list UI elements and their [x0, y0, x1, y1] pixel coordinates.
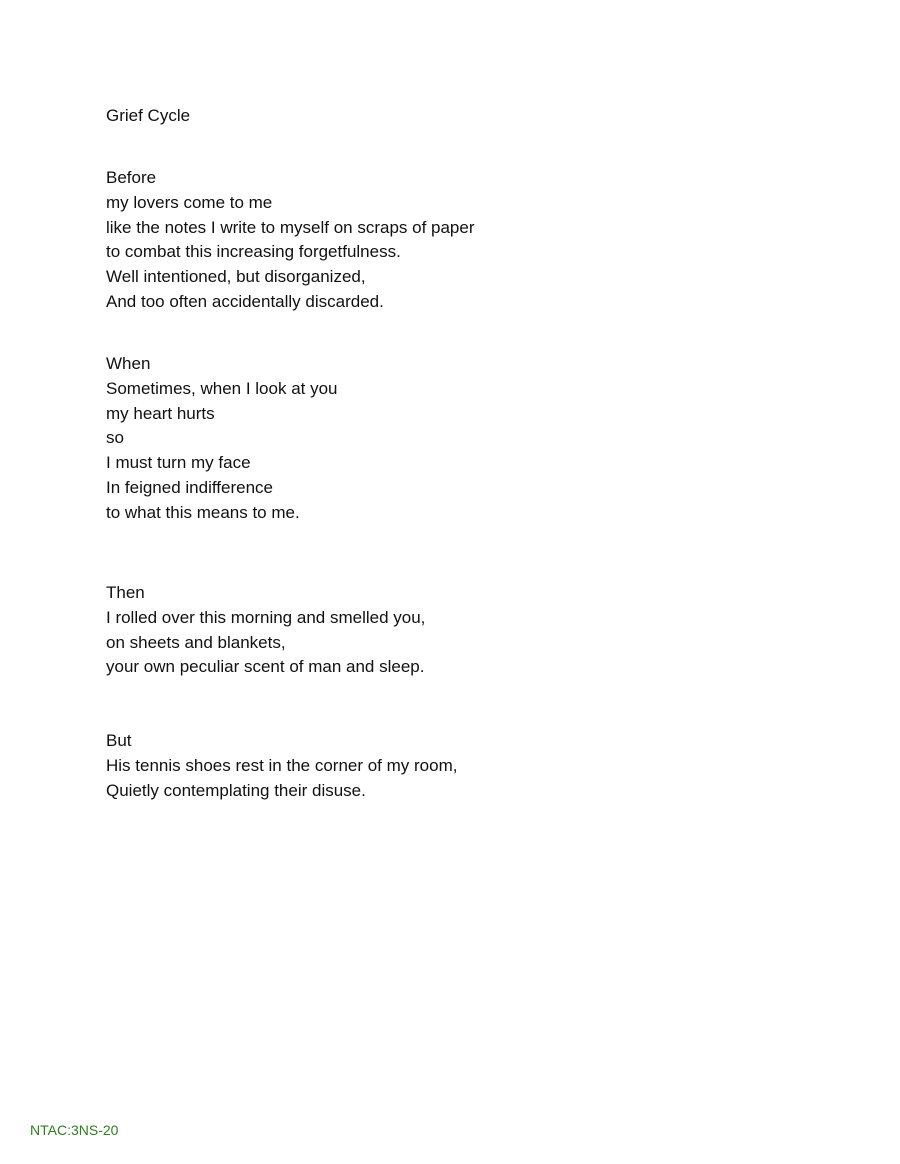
poem-line: to what this means to me.: [106, 502, 300, 522]
stanza-when: [106, 352, 338, 526]
poem-line: on sheets and blankets,: [106, 632, 286, 652]
stanza-before: [106, 166, 475, 315]
poem-line: His tennis shoes rest in the corner of my room,: [106, 755, 458, 775]
poem-line: Quietly contemplating their disuse.: [106, 780, 366, 800]
poem-line: In feigned indifference: [106, 477, 273, 497]
poem-line: Well intentioned, but disorganized,: [106, 267, 366, 287]
poem-line: I rolled over this morning and smelled you,: [106, 607, 426, 627]
poem-line: like the notes I write to myself on scraps of paper: [106, 217, 475, 237]
poem-line: my heart hurts: [106, 403, 215, 423]
stanza-but: [106, 729, 457, 803]
poem-line: When: [106, 354, 151, 373]
poem-line: so: [106, 428, 124, 448]
poem-line: Sometimes, when I look at you: [106, 378, 338, 398]
poem-line: But: [106, 731, 132, 750]
poem-line: Then: [106, 583, 145, 602]
poem-line: to combat this increasing forgetfulness.: [106, 242, 401, 262]
poem-line: And too often accidentally discarded.: [106, 291, 384, 311]
stanza-then: [106, 581, 425, 680]
document-id-code: NTAC:3NS-20: [30, 1122, 119, 1138]
poem-line: your own peculiar scent of man and sleep.: [106, 657, 425, 677]
poem-line: I must turn my face: [106, 453, 251, 473]
poem-title: Grief Cycle: [106, 106, 191, 125]
poem-line: my lovers come to me: [106, 192, 273, 212]
poem-line: Before: [106, 168, 157, 187]
